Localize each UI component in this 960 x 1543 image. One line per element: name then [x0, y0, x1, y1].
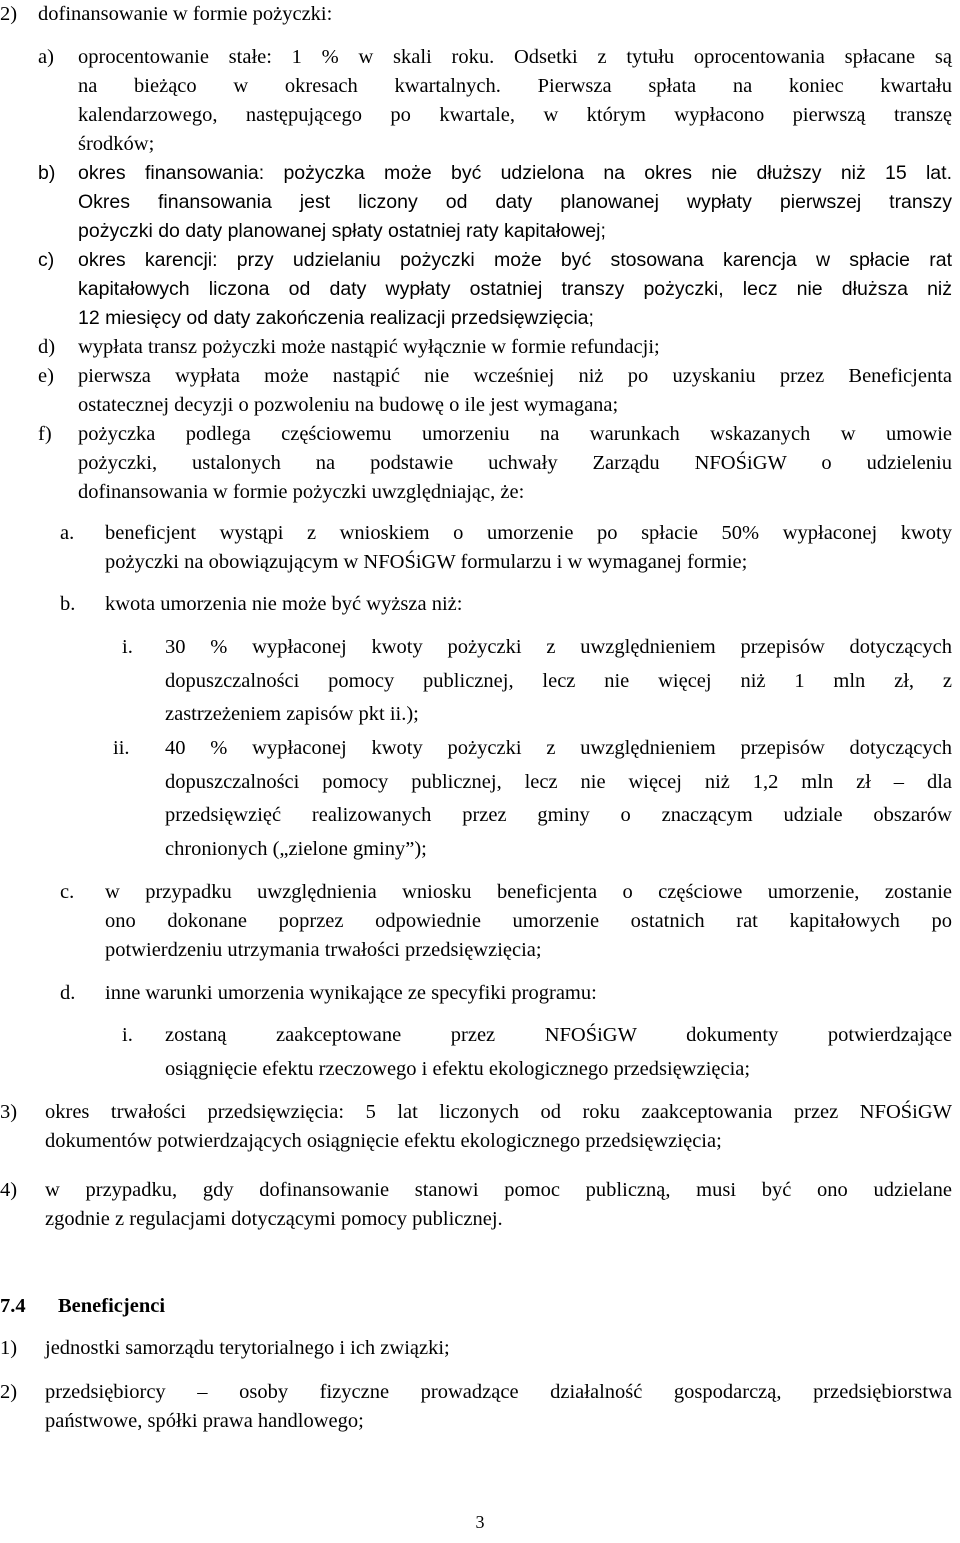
- text-line: pożyczki, ustalonych na podstawie uchwały Zarządu NFOŚiGW o udzieleniu: [78, 452, 952, 474]
- list-marker: 1): [0, 1337, 18, 1359]
- list-marker: i.: [122, 636, 133, 658]
- list-marker: a): [38, 46, 54, 68]
- text-line: kapitałowych liczona od daty wypłaty ostatniej transzy pożyczki, lecz nie dłuższa niż: [78, 278, 952, 300]
- text-line: okres finansowania: pożyczka może być udzielona na okres nie dłuższy niż 15 lat.: [78, 162, 952, 184]
- text-line: 40 % wypłaconej kwoty pożyczki z uwzględnieniem przepisów dotyczących: [165, 737, 952, 759]
- text-line: dofinansowania w formie pożyczki uwzględniając, że:: [78, 481, 525, 503]
- text-line: pożyczki na obowiązującym w NFOŚiGW formularzu i w wymaganej formie;: [105, 551, 748, 573]
- text-line: pożyczki do daty planowanej spłaty ostatniej raty kapitałowej;: [78, 220, 606, 242]
- list-marker: f): [38, 423, 52, 445]
- list-marker: a.: [60, 522, 75, 544]
- text-line: chronionych („zielone gminy”);: [165, 837, 427, 860]
- text-line: dopuszczalności pomocy publicznej, lecz nie więcej niż 1,2 mln zł – dla: [165, 770, 952, 793]
- text-line: osiągnięcie efektu rzeczowego i efektu ekologicznego przedsięwzięcia;: [165, 1057, 751, 1080]
- list-marker: e): [38, 365, 54, 387]
- text-line: okres trwałości przedsięwzięcia: 5 lat liczonych od roku zaakceptowania przez NFOŚiGW: [45, 1101, 952, 1123]
- text-line: wypłata transz pożyczki może nastąpić wyłącznie w formie refundacji;: [78, 336, 660, 358]
- text-line: w przypadku, gdy dofinansowanie stanowi pomoc publiczną, musi być ono udzielane: [45, 1179, 952, 1201]
- text-line: dokumentów potwierdzających osiągnięcie efektu ekologicznego przedsięwzięcia;: [45, 1130, 722, 1152]
- list-item-text: dofinansowanie w formie pożyczki:: [38, 3, 333, 25]
- list-marker: i.: [122, 1024, 133, 1046]
- text-line: beneficjent wystąpi z wnioskiem o umorzenie po spłacie 50% wypłaconej kwoty: [105, 522, 952, 544]
- list-marker: 4): [0, 1179, 18, 1201]
- list-marker: b.: [60, 593, 76, 615]
- list-marker: d.: [60, 982, 76, 1004]
- list-item-2: [0, 0, 956, 29]
- text-line: środków;: [78, 133, 155, 155]
- text-line: w przypadku uwzględnienia wniosku beneficjenta o częściowe umorzenie, zostanie: [105, 881, 952, 903]
- text-line: kwota umorzenia nie może być wyższa niż:: [105, 593, 463, 615]
- text-line: kalendarzowego, następującego po kwartale, w którym wypłacono pierwszą transzę: [78, 104, 952, 126]
- section-number: 7.4: [0, 1295, 26, 1317]
- text-line: pożyczka podlega częściowemu umorzeniu na warunkach wskazanych w umowie: [78, 423, 952, 445]
- list-marker: b): [38, 162, 56, 184]
- text-line: 30 % wypłaconej kwoty pożyczki z uwzględnieniem przepisów dotyczących: [165, 636, 952, 658]
- text-line: okres karencji: przy udzielaniu pożyczki może być stosowana karencja w spłacie rat: [78, 249, 952, 271]
- text-line: zgodnie z regulacjami dotyczącymi pomocy publicznej.: [45, 1208, 503, 1230]
- list-marker: c): [38, 249, 55, 271]
- section-title: Beneficjenci: [58, 1295, 166, 1317]
- text-line: jednostki samorządu terytorialnego i ich związki;: [45, 1337, 450, 1359]
- text-line: ono dokonane poprzez odpowiednie umorzenie ostatnich rat kapitałowych po: [105, 910, 952, 932]
- text-line: zastrzeżeniem zapisów pkt ii.);: [165, 703, 419, 725]
- text-line: potwierdzeniu utrzymania trwałości przedsięwzięcia;: [105, 939, 542, 961]
- list-marker: 2): [0, 1381, 18, 1403]
- text-line: inne warunki umorzenia wynikające ze specyfiki programu:: [105, 982, 597, 1004]
- list-marker: 2): [0, 3, 18, 25]
- list-marker: c.: [60, 881, 75, 903]
- text-line: przedsięwzięć realizowanych przez gminy o znaczącym udziale obszarów: [165, 804, 952, 826]
- text-line: dopuszczalności pomocy publicznej, lecz nie więcej niż 1 mln zł, z: [165, 669, 952, 692]
- text-line: 12 miesięcy od daty zakończenia realizacji przedsięwzięcia;: [78, 307, 594, 329]
- text-line: zostaną zaakceptowane przez NFOŚiGW dokumenty potwierdzające: [165, 1024, 952, 1046]
- text-line: państwowe, spółki prawa handlowego;: [45, 1410, 364, 1432]
- list-marker: 3): [0, 1101, 18, 1123]
- list-marker: ii.: [113, 737, 130, 759]
- page-number: 3: [475, 1512, 485, 1532]
- text-line: ostatecznej decyzji o pozwoleniu na budowę o ile jest wymagana;: [78, 394, 619, 416]
- text-line: Okres finansowania jest liczony od daty planowanej wypłaty pierwszej transzy: [78, 191, 952, 213]
- text-line: przedsiębiorcy – osoby fizyczne prowadzące działalność gospodarczą, przedsiębiorstwa: [45, 1381, 952, 1403]
- text-line: pierwsza wypłata może nastąpić nie wcześniej niż po uzyskaniu przez Beneficjenta: [78, 365, 952, 387]
- text-line: oprocentowanie stałe: 1 % w skali roku. Odsetki z tytułu oprocentowania spłacane są: [78, 46, 952, 68]
- list-marker: d): [38, 336, 56, 358]
- text-line: na bieżąco w okresach kwartalnych. Pierwsza spłata na koniec kwartału: [78, 75, 952, 97]
